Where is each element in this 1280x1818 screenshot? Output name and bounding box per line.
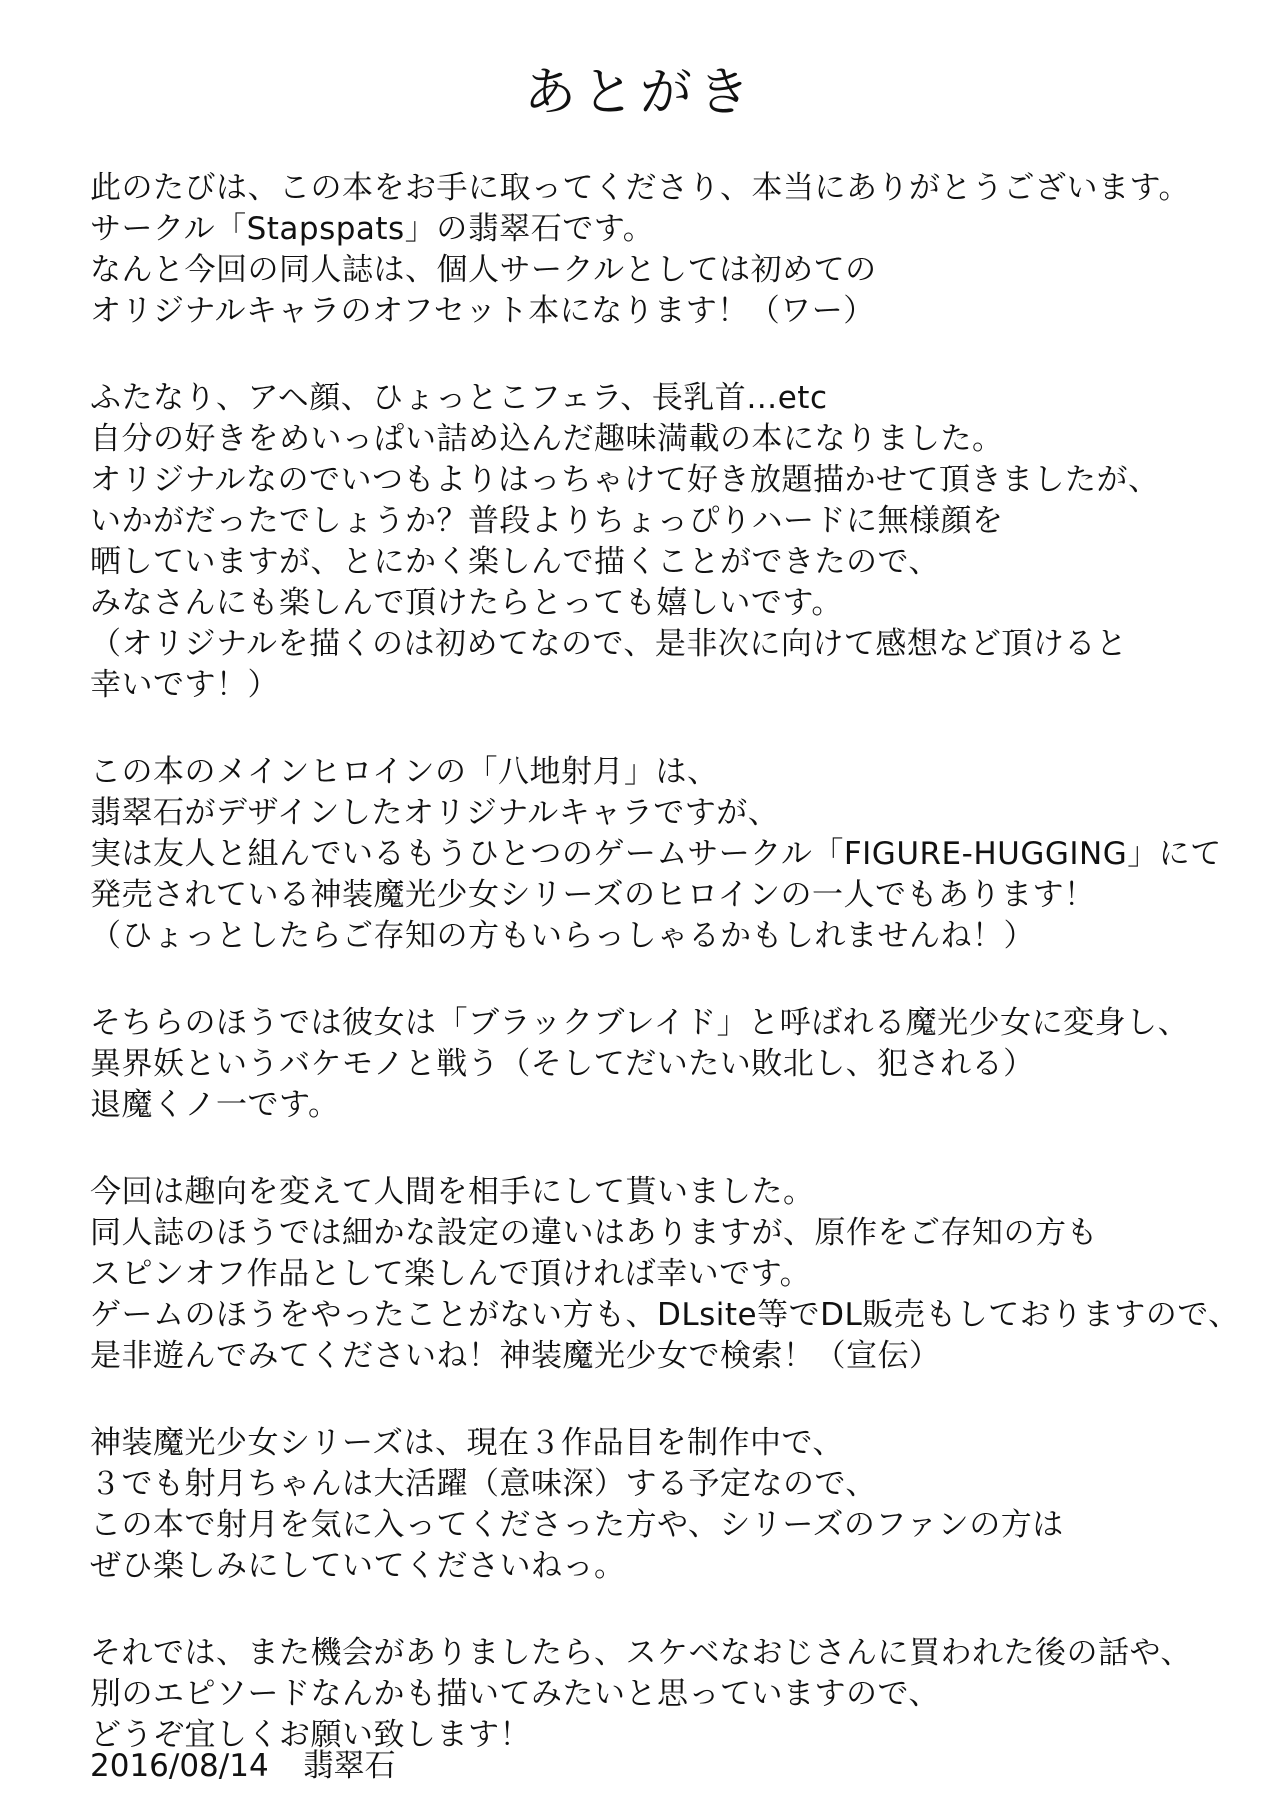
text-line: 是非遊んでみてくださいね！神装魔光少女で検索！（宣伝） <box>90 1338 941 1374</box>
text-line: 異界妖というバケモノと戦う（そしてだいたい敗北し、犯される） <box>90 1046 1035 1082</box>
text-line: （ひょっとしたらご存知の方もいらっしゃるかもしれませんね！） <box>90 918 1035 954</box>
paragraph-contents <box>90 378 1230 706</box>
text-line: 退魔くノ一です。 <box>90 1087 340 1123</box>
page-title: あとがき <box>523 63 756 123</box>
text-line: 同人誌のほうでは細かな設定の違いはありますが、原作をご存知の方も <box>90 1215 1098 1251</box>
text-line: 翡翠石がデザインしたオリジナルキャラですが、 <box>90 795 780 831</box>
afterword-body <box>90 168 1240 1802</box>
text-line: 発売されている神装魔光少女シリーズのヒロインの一人でもあります！ <box>90 877 1096 913</box>
text-line: 今回は趣向を変えて人間を相手にして貰いました。 <box>90 1174 815 1210</box>
text-line: 実は友人と組んでいるもうひとつのゲームサークル「FIGURE-HUGGING」にて <box>90 836 1222 872</box>
signature-author: 翡翠石 <box>302 1748 396 1784</box>
paragraph-greeting <box>90 168 1230 332</box>
text-line: なんと今回の同人誌は、個人サークルとしては初めての <box>90 252 877 288</box>
text-line: オリジナルキャラのオフセット本になります！（ワー） <box>90 293 875 329</box>
text-line: みなさんにも楽しんで頂けたらとっても嬉しいです。 <box>90 585 843 621</box>
text-line: それでは、また機会がありましたら、スケベなおじさんに買われた後の話や、 <box>90 1635 1192 1671</box>
text-line: オリジナルなのでいつもよりはっちゃけて好き放題描かせて頂きましたが、 <box>90 462 1160 498</box>
paragraph-heroine <box>90 752 1230 957</box>
text-line: スピンオフ作品として楽しんで頂ければ幸いです。 <box>90 1256 812 1292</box>
paragraph-series-news <box>90 1423 1230 1587</box>
text-line: 此のたびは、この本をお手に取ってくださり、本当にありがとうございます。 <box>90 170 1191 206</box>
text-line: どうぞ宜しくお願い致します！ <box>90 1717 531 1753</box>
text-line: そちらのほうでは彼女は「ブラックブレイド」と呼ばれる魔光少女に変身し、 <box>90 1005 1190 1041</box>
text-line: ３でも射月ちゃんは大活躍（意味深）する予定なので、 <box>90 1466 877 1502</box>
text-line: 自分の好きをめいっぱい詰め込んだ趣味満載の本になりました。 <box>90 421 1004 457</box>
paragraph-spinoff <box>90 1172 1240 1377</box>
text-line: いかがだったでしょうか？普段よりちょっぴりハードに無様顔を <box>90 503 1004 539</box>
text-line: （オリジナルを描くのは初めてなので、是非次に向けて感想など頂けると <box>90 626 1128 662</box>
text-line: ふたなり、アヘ顔、ひょっとこフェラ、長乳首…etc <box>90 380 828 416</box>
text-line: この本のメインヒロインの「八地射月」は、 <box>90 754 719 790</box>
text-line: サークル「Stapspats」の翡翠石です。 <box>90 211 655 247</box>
signature-date: 2016/08/14 <box>90 1748 269 1784</box>
text-line: 神装魔光少女シリーズは、現在３作品目を制作中で、 <box>90 1425 844 1461</box>
paragraph-closing <box>90 1633 1230 1756</box>
text-line: この本で射月を気に入ってくださった方や、シリーズのファンの方は <box>90 1507 1064 1543</box>
text-line: 幸いです！） <box>90 667 279 703</box>
text-line: 別のエピソードなんかも描いてみたいと思っていますので、 <box>90 1676 940 1712</box>
text-line: 晒していますが、とにかく楽しんで描くことができたので、 <box>90 544 940 580</box>
text-line: ぜひ楽しみにしていてくださいねっ。 <box>90 1548 626 1584</box>
signature <box>90 1746 396 1787</box>
text-line: ゲームのほうをやったことがない方も、DLsite等でDL販売もしておりますので、 <box>90 1297 1240 1333</box>
paragraph-game-role <box>90 1003 1230 1126</box>
